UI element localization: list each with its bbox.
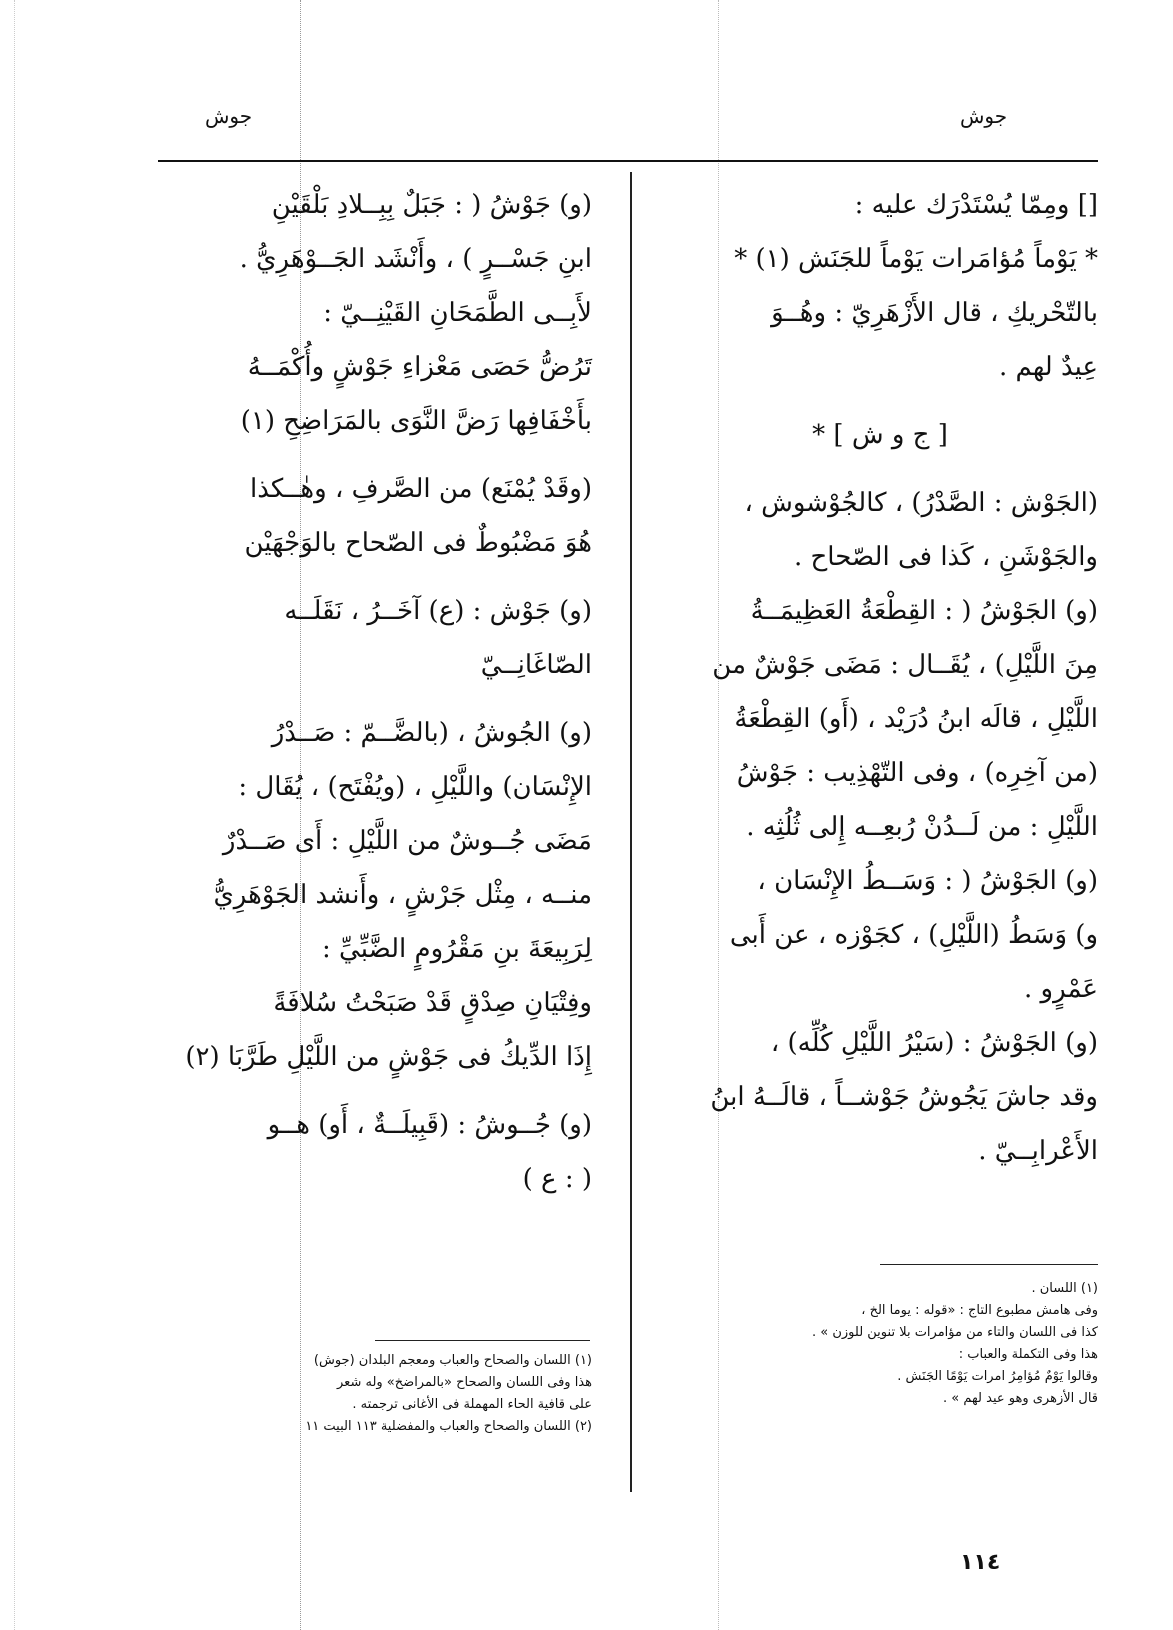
footnote-rule-left xyxy=(375,1340,590,1341)
footnote-line: وفى هامش مطبوع التاج : «قوله : يوما الخ ، xyxy=(861,1303,1098,1318)
text-line: (و) جَوْش : (ع) آخَــرُ ، نَقَلَــه xyxy=(284,596,592,626)
header-rule xyxy=(158,160,1098,162)
footnote-line: كذا فى اللسان والتاء من مؤامرات بلا تنوين للوزن » . xyxy=(812,1325,1098,1340)
right-column xyxy=(662,178,1098,1178)
page-number: ١١٤ xyxy=(960,1550,1001,1575)
text-line: (من آخِرِه) ، وفى التّهْذِيب : جَوْشُ xyxy=(736,758,1098,788)
text-line: منــه ، مِثْل جَرْشٍ ، وأَنشد الجَوْهَرِيُّ xyxy=(213,880,592,910)
text-line: ابنِ جَسْــرٍ ) ، وأَنْشَد الجَــوْهَرِيُّ . xyxy=(239,244,592,274)
text-line: اللَّيْلِ ، قالَه ابنُ دُرَيْد ، (أَو) القِطْعَةُ xyxy=(734,704,1098,734)
footnote-line: (٢) اللسان والصحاح والعباب والمفضلية ١١٣ البيت ١١ xyxy=(305,1419,592,1434)
footnote-line: هذا وفى اللسان والصحاح «بالمراضخ» وله شعر xyxy=(337,1375,592,1390)
running-header-right: جوش xyxy=(960,104,1008,128)
text-line: الأَعْرابِــيّ . xyxy=(978,1136,1098,1166)
scan-fold-line xyxy=(14,0,15,1630)
footnotes-left xyxy=(152,1350,592,1438)
text-line: (و) جَوْشُ ( : جَبَلٌ بِبِــلادِ بَلْقَيْنِ xyxy=(271,190,592,220)
text-line: الإِنْسَان) واللَّيْلِ ، (ويُفْتَح) ، يُقَال : xyxy=(238,772,592,802)
text-line: مَضَى جُــوشٌ من اللَّيْلِ : أَى صَــدْرٌ xyxy=(222,826,592,856)
text-line: لأَبِــى الطَّمَحَانِ القَيْنِــيّ : xyxy=(323,298,592,328)
footnote-line: قال الأزهرى وهو عيد لهم » . xyxy=(943,1391,1098,1406)
verse-line: إِذَا الدِّيكُ فى جَوْشٍ من اللَّيْلِ طَرَّبَا (٢) xyxy=(185,1042,592,1072)
text-line: لِرَبِيعَةَ بنِ مَقْرُومٍ الضَّبِّيِّ : xyxy=(322,934,592,964)
footnote-line: (١) اللسان . xyxy=(1031,1281,1098,1296)
text-line: وقد جاشَ يَجُوشُ جَوْشــاً ، قالَــهُ ابنُ xyxy=(710,1082,1098,1112)
text-line: عِيدٌ لهم . xyxy=(998,352,1098,382)
text-line: (الجَوْش : الصَّدْرُ) ، كالجُوْشوش ، xyxy=(744,488,1098,518)
text-line: (و) الجَوْشُ ( : القِطْعَةُ العَظِيمَــةُ xyxy=(750,596,1098,626)
text-line: الصّاغَانِــيّ xyxy=(480,650,592,680)
text-line: ( : ع ) xyxy=(522,1164,592,1194)
text-line: و) وَسَطُ (اللَّيْلِ) ، كجَوْزه ، عن أَبى xyxy=(729,920,1098,950)
text-line: [] ومِمّا يُسْتَدْرَك عليه : xyxy=(854,190,1098,220)
text-line: اللَّيْلِ : من لَــدُنْ رُبعِــه إِلى ثُلُثِه . xyxy=(746,812,1098,842)
verse-line: وفِتْيَانِ صِدْقٍ قَدْ صَبَحْتُ سُلافَةً xyxy=(273,988,592,1018)
footnote-rule-right xyxy=(880,1264,1098,1265)
footnote-line: على قافية الحاء المهملة فى الأغانى ترجمته . xyxy=(352,1397,592,1412)
text-line: (و) الجَوْشُ : (سَيْرُ اللَّيْلِ كُلِّه) ، xyxy=(770,1028,1098,1058)
text-line: (و) جُــوشُ : (قَبِيلَــةٌ ، أَو) هــو xyxy=(267,1110,592,1140)
text-line: مِنَ اللَّيْلِ) ، يُقَــال : مَضَى جَوْشٌ من xyxy=(712,650,1098,680)
verse-line: تَرُضُّ حَصَى مَعْزاءِ جَوْشٍ وأُكْمَــهُ xyxy=(247,352,592,382)
left-column xyxy=(152,178,592,1206)
footnote-line: (١) اللسان والصحاح والعباب ومعجم البلدان (جوش) xyxy=(313,1353,592,1368)
verse-line: بأَخْفَافِها رَضَّ النَّوَى بالمَرَاضِحِ (١) xyxy=(240,406,592,436)
column-divider xyxy=(630,172,632,1492)
footnote-line: هذا وفى التكملة والعباب : xyxy=(958,1347,1098,1362)
text-line: والجَوْشَنِ ، كَذا فى الصّحاح . xyxy=(793,542,1098,572)
text-line: (و) الجَوْشُ ( : وَسَــطُ الإِنْسَان ، xyxy=(757,866,1098,896)
text-line: (وقَدْ يُمْنَع) من الصَّرفِ ، وهٰــكذا xyxy=(249,474,592,504)
running-header-left: جوش xyxy=(205,104,253,128)
text-line: عَمْرٍو . xyxy=(1024,974,1098,1004)
text-line: * يَوْماً مُؤامَرات يَوْماً للجَنَش (١) * xyxy=(734,244,1098,274)
footnote-line: وقالوا يَوْمٌ مُؤامِرُ امرات يَوْمًا الجَنَش . xyxy=(897,1369,1098,1384)
entry-heading: [ ج و ش ] * xyxy=(812,420,948,450)
text-line: هُوَ مَضْبُوطٌ فى الصّحاح بالوَجْهَيْن xyxy=(244,528,592,558)
text-line: بالتّحْريكِ ، قال الأَزْهَرِيّ : وهُــوَ xyxy=(771,298,1098,328)
footnotes-right xyxy=(662,1278,1098,1410)
text-line: (و) الجُوشُ ، (بالضَّــمّ : صَــدْرُ xyxy=(271,718,592,748)
